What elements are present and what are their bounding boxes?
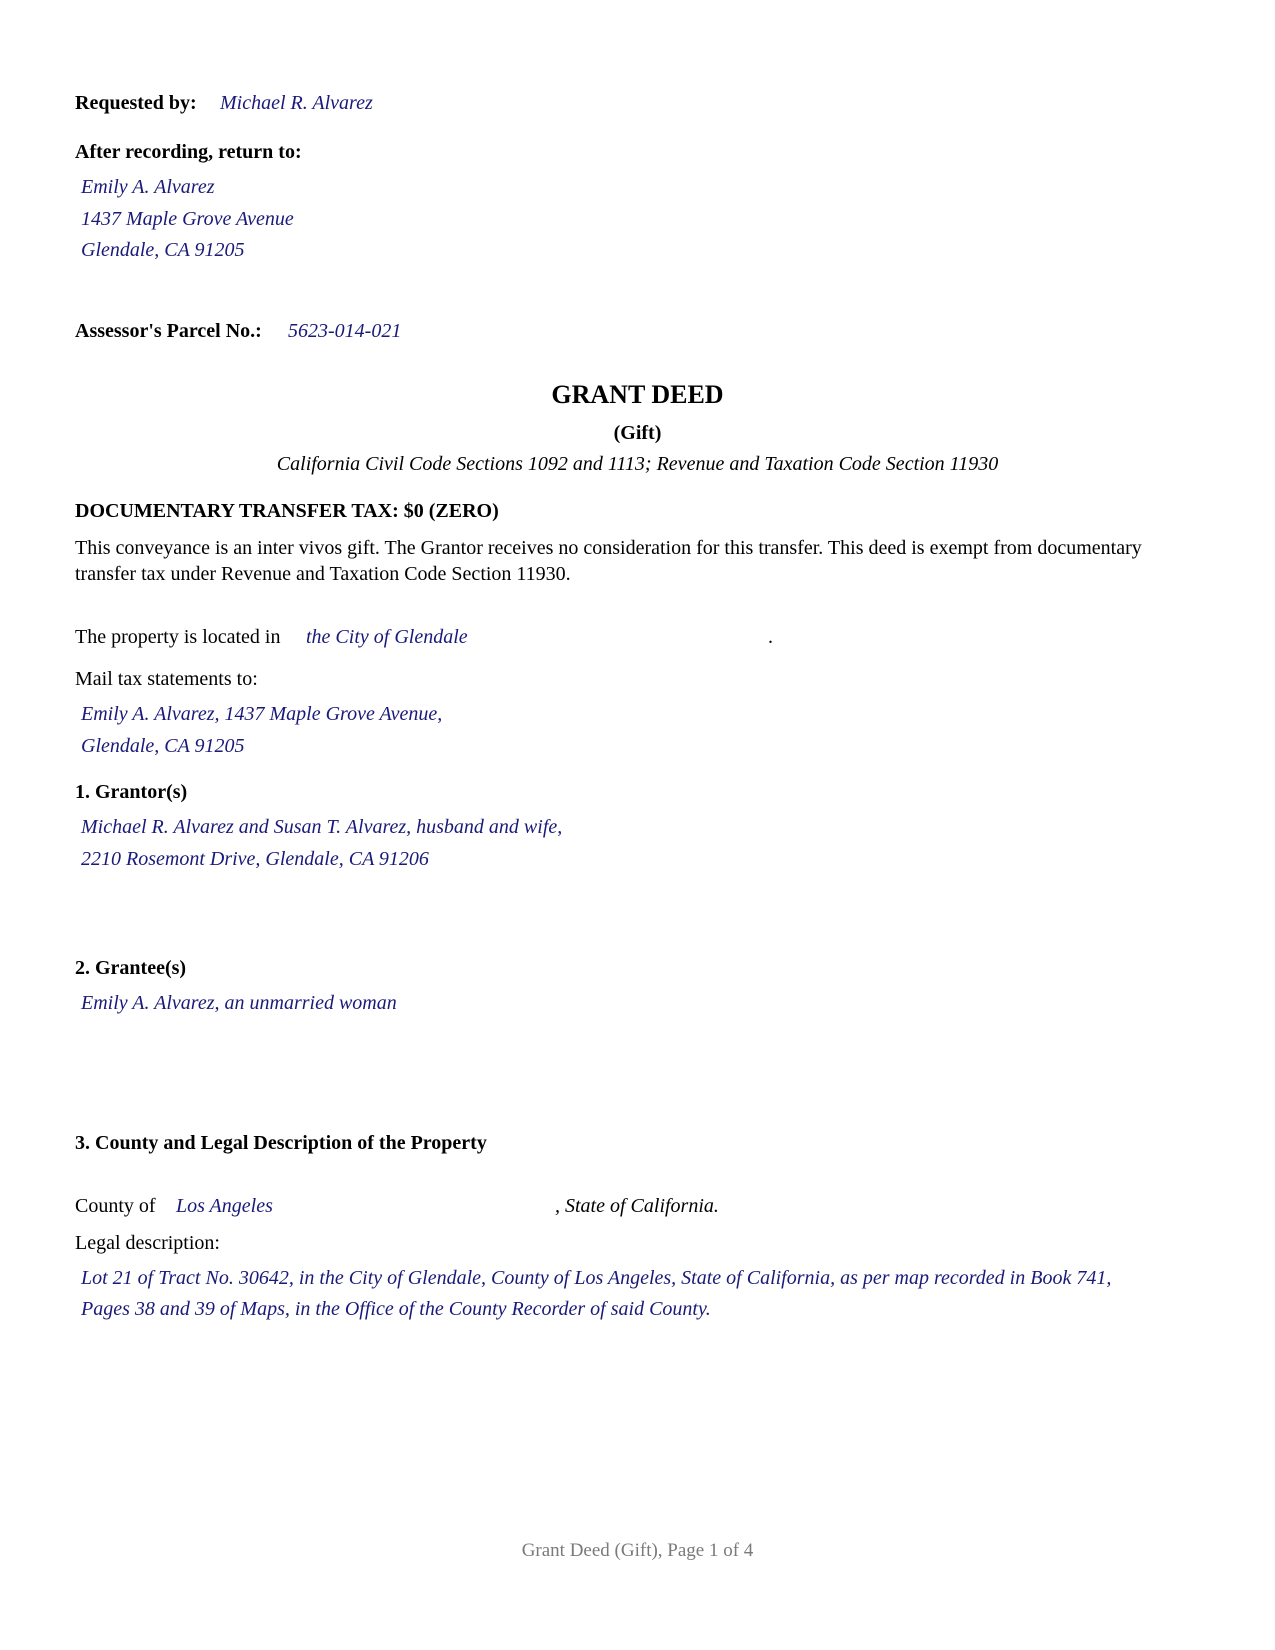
statute-citation: California Civil Code Sections 1092 and 1113; Revenue and Taxation Code Section 11930 (276, 453, 999, 475)
mail-tax-line: Emily A. Alvarez, 1437 Maple Grove Avenue, (81, 703, 443, 725)
document-title: GRANT DEED (551, 380, 724, 409)
grantor-heading: 1. Grantor(s) (75, 781, 188, 803)
location-value: the City of Glendale (306, 626, 468, 648)
return-to-line: Glendale, CA 91205 (81, 239, 245, 261)
grantor-line: 2210 Rosemont Drive, Glendale, CA 91206 (81, 848, 429, 870)
legal-description-line: Pages 38 and 39 of Maps, in the Office of the County Recorder of said County. (81, 1298, 711, 1320)
grantee-line: Emily A. Alvarez, an unmarried woman (81, 992, 397, 1014)
county-label: County of (75, 1195, 156, 1217)
requested-by-label: Requested by: (75, 92, 197, 114)
grantee-heading: 2. Grantee(s) (75, 957, 187, 979)
apn-value: 5623-014-021 (288, 320, 402, 342)
transfer-tax-heading: DOCUMENTARY TRANSFER TAX: $0 (ZERO) (75, 500, 499, 522)
return-to-label: After recording, return to: (75, 141, 302, 163)
mail-tax-line: Glendale, CA 91205 (81, 735, 245, 757)
location-label: The property is located in (75, 626, 281, 648)
return-to-line: 1437 Maple Grove Avenue (81, 208, 294, 230)
legal-description-label: Legal description: (75, 1232, 220, 1254)
state-text: , State of California. (555, 1195, 719, 1217)
legal-description-line: Lot 21 of Tract No. 30642, in the City of Glendale, County of Los Angeles, State of California, as per map recorded in Book 741, (81, 1267, 1112, 1289)
return-to-line: Emily A. Alvarez (81, 176, 215, 198)
apn-label: Assessor's Parcel No.: (75, 320, 262, 342)
county-value: Los Angeles (176, 1195, 273, 1217)
transfer-tax-text: This conveyance is an inter vivos gift. The Grantor receives no consideration for this transfer. This deed is exempt from documentary transfer tax under Revenue and Taxation Code Section 11930. (75, 537, 1142, 585)
page-footer: Grant Deed (Gift), Page 1 of 4 (521, 1540, 754, 1561)
grantor-line: Michael R. Alvarez and Susan T. Alvarez, husband and wife, (81, 816, 563, 838)
property-heading: 3. County and Legal Description of the Property (75, 1132, 487, 1154)
mail-tax-label: Mail tax statements to: (75, 668, 258, 690)
requested-by-value: Michael R. Alvarez (220, 92, 373, 114)
document-subtitle: (Gift) (613, 422, 662, 444)
location-period: . (768, 626, 773, 648)
